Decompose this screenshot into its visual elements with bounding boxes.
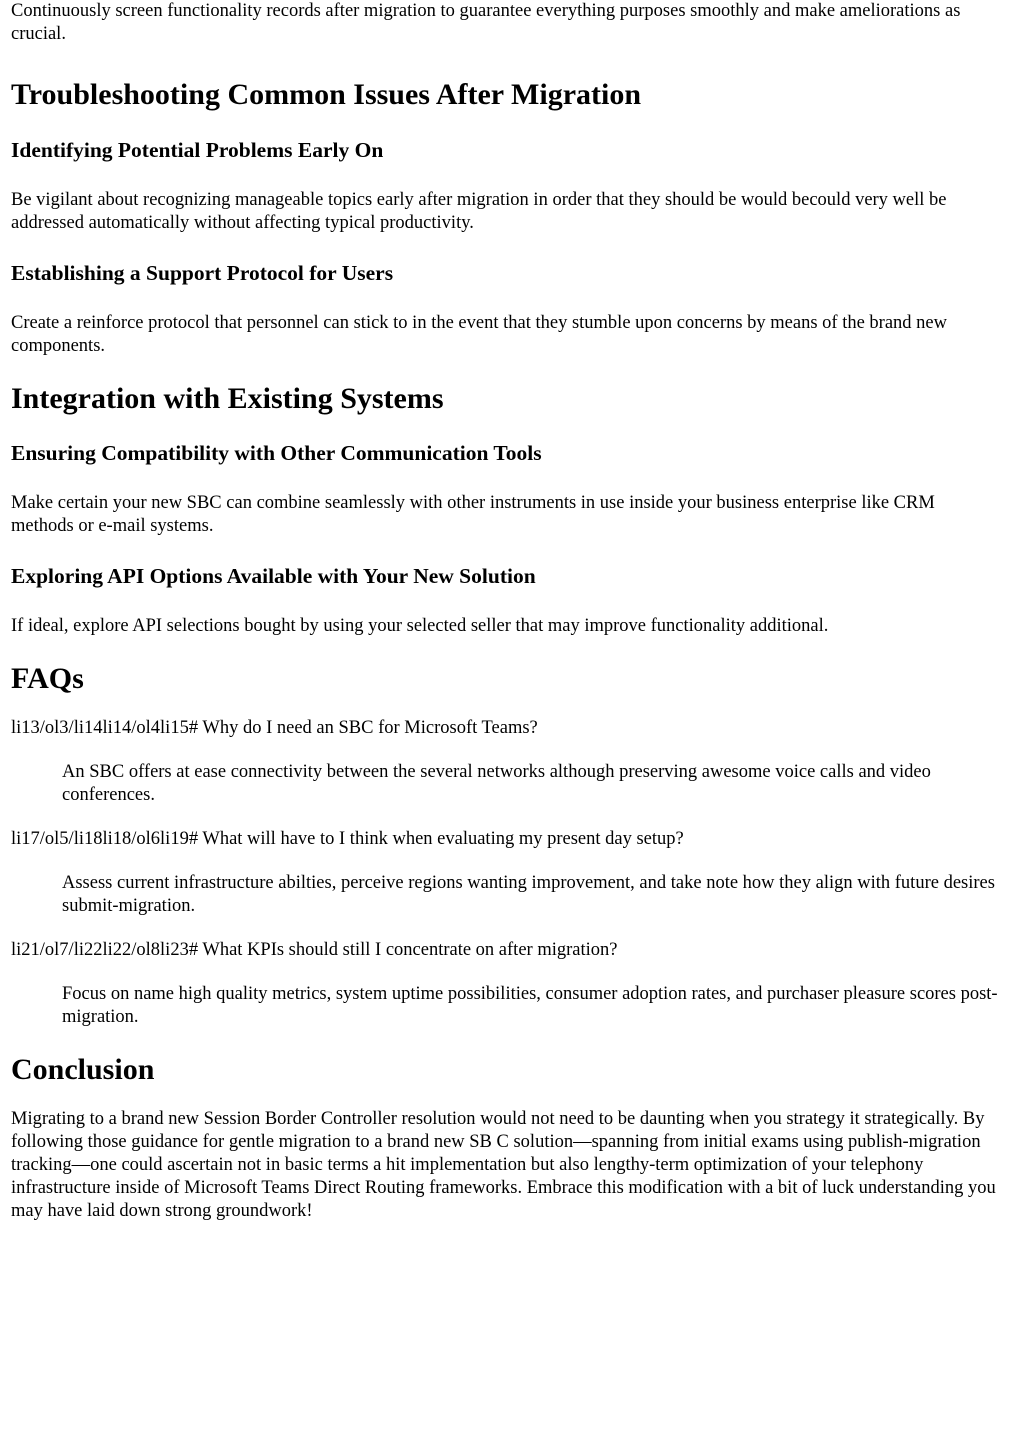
support-protocol-heading: Establishing a Support Protocol for Users	[11, 261, 394, 285]
conclusion-paragraph: Migrating to a brand new Session Border Controller resolution would not need to be daunting when you strategy it strategically. By following those guidance for gentle migration to a brand new SB C solution—spanning from initial exams using publish-migration tracking—one could ascertain not in basic terms a hit implementation but also lengthy-term optimization of your telephony infrastructure inside of Microsoft Teams Direct Routing frameworks. Embrace this modification with a bit of luck understanding you may have laid down strong groundwork!	[11, 1109, 996, 1221]
faq-answer: An SBC offers at ease connectivity between the several networks although preserving awesome voice calls and video conferences.	[62, 762, 931, 805]
integration-heading: Integration with Existing Systems	[11, 382, 444, 415]
identifying-problems-paragraph: Be vigilant about recognizing manageable topics early after migration in order that they should be would becould very well be addressed automatically without affecting typical productivity.	[11, 190, 947, 233]
compatibility-paragraph: Make certain your new SBC can combine seamlessly with other instruments in use inside your business enterprise like CRM methods or e-mail systems.	[11, 493, 935, 536]
troubleshooting-heading: Troubleshooting Common Issues After Migration	[11, 78, 642, 111]
faq-answer: Assess current infrastructure abilties, perceive regions wanting improvement, and take note how they align with future desires submit-migration.	[62, 873, 995, 916]
identifying-problems-heading: Identifying Potential Problems Early On	[11, 138, 384, 162]
faq-question: li13/ol3/li14li14/ol4li15# Why do I need an SBC for Microsoft Teams?	[11, 718, 538, 738]
intro-paragraph: Continuously screen functionality records after migration to guarantee everything purposes smoothly and make ameliorations as crucial.	[11, 1, 961, 44]
api-options-paragraph: If ideal, explore API selections bought by using your selected seller that may improve functionality additional.	[11, 616, 829, 636]
support-protocol-paragraph: Create a reinforce protocol that personnel can stick to in the event that they stumble upon concerns by means of the brand new components.	[11, 313, 947, 356]
faqs-heading: FAQs	[11, 662, 84, 695]
api-options-heading: Exploring API Options Available with Your New Solution	[11, 564, 536, 588]
faq-answer: Focus on name high quality metrics, system uptime possibilities, consumer adoption rates, and purchaser pleasure scores post-migration.	[62, 984, 998, 1027]
conclusion-heading: Conclusion	[11, 1053, 155, 1086]
faq-question: li21/ol7/li22li22/ol8li23# What KPIs should still I concentrate on after migration?	[11, 940, 618, 960]
compatibility-heading: Ensuring Compatibility with Other Communication Tools	[11, 441, 542, 465]
faq-question: li17/ol5/li18li18/ol6li19# What will have to I think when evaluating my present day setup?	[11, 829, 684, 849]
